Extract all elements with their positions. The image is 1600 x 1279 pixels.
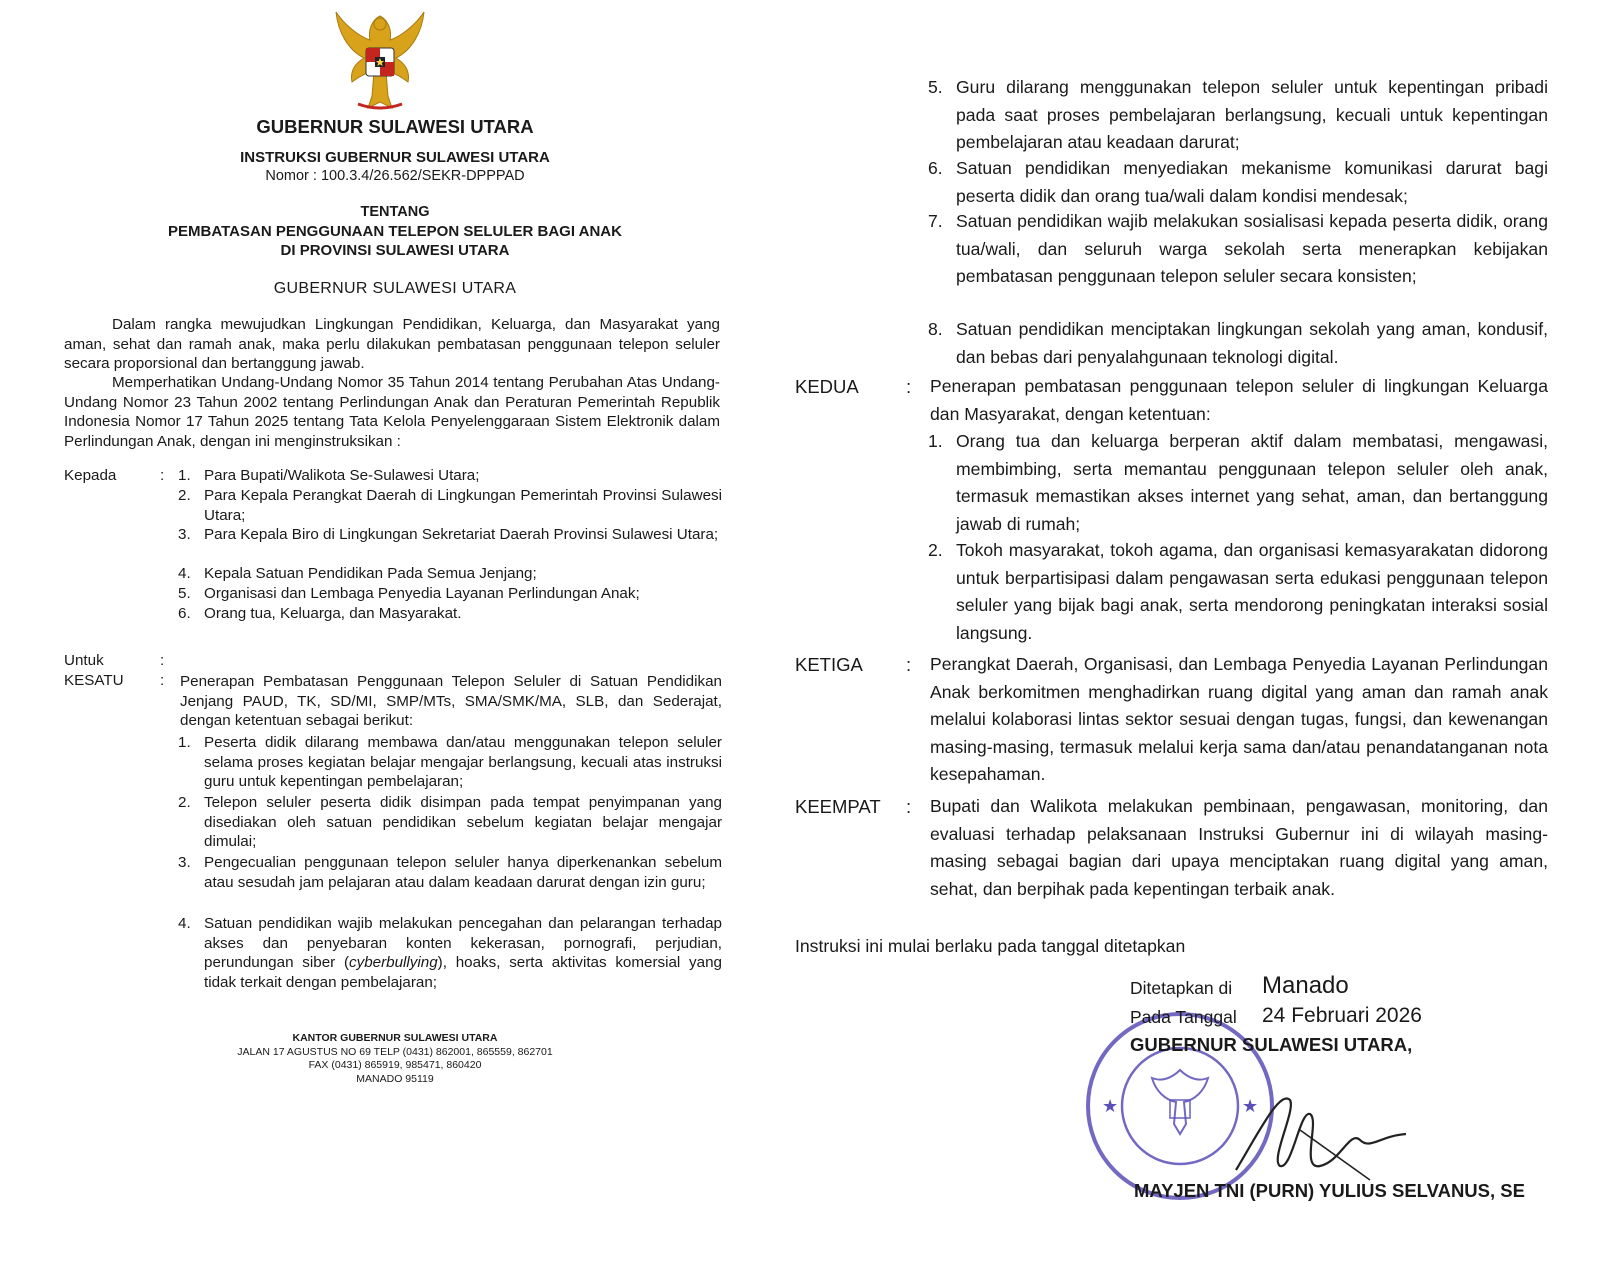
signature-place-label: Ditetapkan di [1130,978,1233,998]
preamble-paragraph-2: Memperhatikan Undang-Undang Nomor 35 Tahun 2014 tentang Perubahan Atas Undang-Undang Nomor 23 Tahun 2002 tentang Perlindungan Anak dan Peraturan Pemerintah Republik Indonesia Nomor 17 Tahun 2025 tentang Tata Kelola Penyelenggaraan Sistem Elektronik dalam Perlindungan Anak, dengan ini menginstruksikan : [64,374,720,450]
effective-statement: Instruksi ini mulai berlaku pada tanggal ditetapkan [795,936,1186,956]
signature-title: GUBERNUR SULAWESI UTARA, [1130,1034,1413,1055]
list-item-number: 2. [178,794,191,811]
list-item-text-italic: cyberbullying [349,954,438,971]
list-item-number: 2. [178,487,191,504]
list-item-text: Para Kepala Biro di Lingkungan Sekretariat Daerah Provinsi Sulawesi Utara; [204,526,719,543]
kesatu-label: KESATU [64,672,124,689]
list-item-text: Para Bupati/Walikota Se-Sulawesi Utara; [204,467,480,484]
list-item-text: Satuan pendidikan wajib melakukan sosialisasi kepada peserta didik, orang tua/wali, dan seluruh warga sekolah serta menerapkan kebijakan pembatasan penggunaan telepon seluler secara konsisten; [956,211,1548,287]
footer-line: KANTOR GUBERNUR SULAWESI UTARA [292,1032,498,1044]
list-item-number: 2. [928,540,943,560]
list-item-text: Guru dilarang menggunakan telepon seluler untuk kepentingan pribadi pada saat proses pembelajaran berlangsung, kecuali untuk kepentingan pembelajaran atau keadaan darurat; [956,77,1548,153]
list-item-number: 3. [178,854,191,871]
untuk-colon: : [160,652,165,669]
header-number: Nomor : 100.3.4/26.562/SEKR-DPPPAD [265,168,525,184]
list-item-text-part: ), hoaks, serta aktivitas komersial yang tidak terkait dengan pembelajaran; [204,954,722,991]
kedua-label: KEDUA [795,376,859,397]
ketiga-colon: : [906,654,912,675]
footer-line: FAX (0431) 865919, 985471, 860420 [308,1059,482,1071]
footer-line: JALAN 17 AGUSTUS NO 69 TELP (0431) 862001, 865559, 862701 [237,1045,553,1058]
list-item-text: Organisasi dan Lembaga Penyedia Layanan Perlindungan Anak; [204,585,640,602]
preamble-paragraph-1: Dalam rangka mewujudkan Lingkungan Pendidikan, Keluarga, dan Masyarakat yang aman, sehat dan ramah anak, maka perlu dilakukan pembatasan penggunaan telepon seluler secara proporsional dan bertanggung jawab. [64,316,720,372]
list-item-text: Para Kepala Perangkat Daerah di Lingkungan Pemerintah Provinsi Sulawesi Utara; [204,487,722,524]
list-item-number: 1. [178,467,191,484]
header-subject-line2: DI PROVINSI SULAWESI UTARA [280,242,510,259]
untuk-label: Untuk [64,652,104,669]
list-item-number: 5. [178,585,191,602]
handwritten-signature-icon [1230,1070,1410,1190]
kepada-colon: : [160,467,165,484]
header-governor: GUBERNUR SULAWESI UTARA [256,116,534,137]
header-tentang: TENTANG [360,204,430,220]
ketiga-text: Perangkat Daerah, Organisasi, dan Lembaga Penyedia Layanan Perlindungan Anak berkomitmen menghadirkan ruang digital yang aman dan ramah anak melalui kolaborasi lintas sektor sesuai dengan tugas, fungsi, dan kewenangan masing-masing, termasuk melalui kerja sama dan/atau penandatanganan nota kesepahaman. [930,654,1548,785]
keempat-colon: : [906,796,912,817]
list-item-text: Tokoh masyarakat, tokoh agama, dan organisasi kemasyarakatan didorong untuk berpartisipasi dalam pengawasan serta edukasi penggunaan telepon seluler yang bijak bagi anak, serta mendorong peningkatan interaksi sosial langsung. [956,540,1548,643]
list-item-text: Peserta didik dilarang membawa dan/atau menggunakan telepon seluler selama proses kegiatan belajar mengajar berlangsung, kecuali atas instruksi guru untuk kepentingan pembelajaran; [204,734,722,790]
list-item-number: 8. [928,319,943,339]
signature-date-value: 24 Februari 2026 [1262,1004,1422,1027]
list-item-text: Orang tua, Keluarga, dan Masyarakat. [204,605,462,622]
signature-date-label: Pada Tanggal [1130,1007,1237,1027]
svg-text:★: ★ [1242,1096,1259,1117]
list-item-number: 4. [178,915,191,932]
list-item-number: 6. [178,605,191,622]
keempat-label: KEEMPAT [795,796,881,817]
list-item-number: 1. [178,734,191,751]
kedua-colon: : [906,376,912,397]
list-item-text: Telepon seluler peserta didik disimpan pada tempat penyimpanan yang disediakan oleh satuan pendidikan sebelum kegiatan belajar mengajar dimulai; [204,794,722,850]
list-item-number: 3. [178,526,191,543]
list-item-number: 5. [928,77,943,97]
list-item-text [204,914,722,992]
page-right [790,0,1600,1279]
footer-line: MANADO 95119 [356,1072,434,1085]
header-subject-line1: PEMBATASAN PENGGUNAAN TELEPON SELULER BAGI ANAK [168,223,622,240]
list-item-text: Pengecualian penggunaan telepon seluler hanya diperkenankan sebelum atau sesudah jam pelajaran atau dalam keadaan darurat dengan izin guru; [204,854,722,891]
office-footer [0,1032,790,1086]
list-item-text: Satuan pendidikan menyediakan mekanisme komunikasi darurat bagi peserta didik dan orang tua/wali dalam kondisi mendesak; [956,158,1548,206]
page-left [0,0,790,1279]
header-governor-repeat: GUBERNUR SULAWESI UTARA [273,280,517,297]
kesatu-colon: : [160,672,165,689]
list-item-text-part: Satuan pendidikan wajib melakukan pencegahan dan pelarangan terhadap akses dan penyebaran konten kekerasan, pornografi, perjudian, perundungan siber ( [204,915,722,971]
garuda-emblem-icon [328,6,432,112]
list-item-number: 4. [178,565,191,582]
kepada-label: Kepada [64,467,117,484]
signature-place-value: Manado [1262,972,1349,999]
list-item-number: 7. [928,211,943,231]
kedua-intro: Penerapan pembatasan penggunaan telepon seluler di lingkungan Keluarga dan Masyarakat, dengan ketentuan: [930,376,1548,424]
header-instruction-title: INSTRUKSI GUBERNUR SULAWESI UTARA [240,149,550,166]
svg-text:★: ★ [1102,1096,1119,1117]
signatory-name: MAYJEN TNI (PURN) YULIUS SELVANUS, SE [1134,1180,1525,1201]
list-item-number: 6. [928,158,943,178]
list-item-number: 1. [928,431,943,451]
list-item-text: Orang tua dan keluarga berperan aktif dalam membatasi, mengawasi, membimbing, serta memantau penggunaan telepon seluler oleh anak, termasuk memastikan akses internet yang sehat, aman, dan bertanggung jawab di rumah; [956,431,1548,534]
ketiga-label: KETIGA [795,654,863,675]
list-item-text: Kepala Satuan Pendidikan Pada Semua Jenjang; [204,565,537,582]
list-item-text: Satuan pendidikan menciptakan lingkungan sekolah yang aman, kondusif, dan bebas dari penyalahgunaan teknologi digital. [956,319,1548,367]
keempat-text: Bupati dan Walikota melakukan pembinaan, pengawasan, monitoring, dan evaluasi terhadap pelaksanaan Instruksi Gubernur ini di wilayah masing-masing sebagai bagian dari upaya menciptakan ruang digital yang aman, sehat, dan berpihak pada kepentingan terbaik anak. [930,796,1548,899]
kesatu-intro: Penerapan Pembatasan Penggunaan Telepon Seluler di Satuan Pendidikan Jenjang PAUD, TK, SD/MI, SMP/MTs, SMA/SMK/MA, SLB, dan Sederajat, dengan ketentuan sebagai berikut: [180,673,722,729]
